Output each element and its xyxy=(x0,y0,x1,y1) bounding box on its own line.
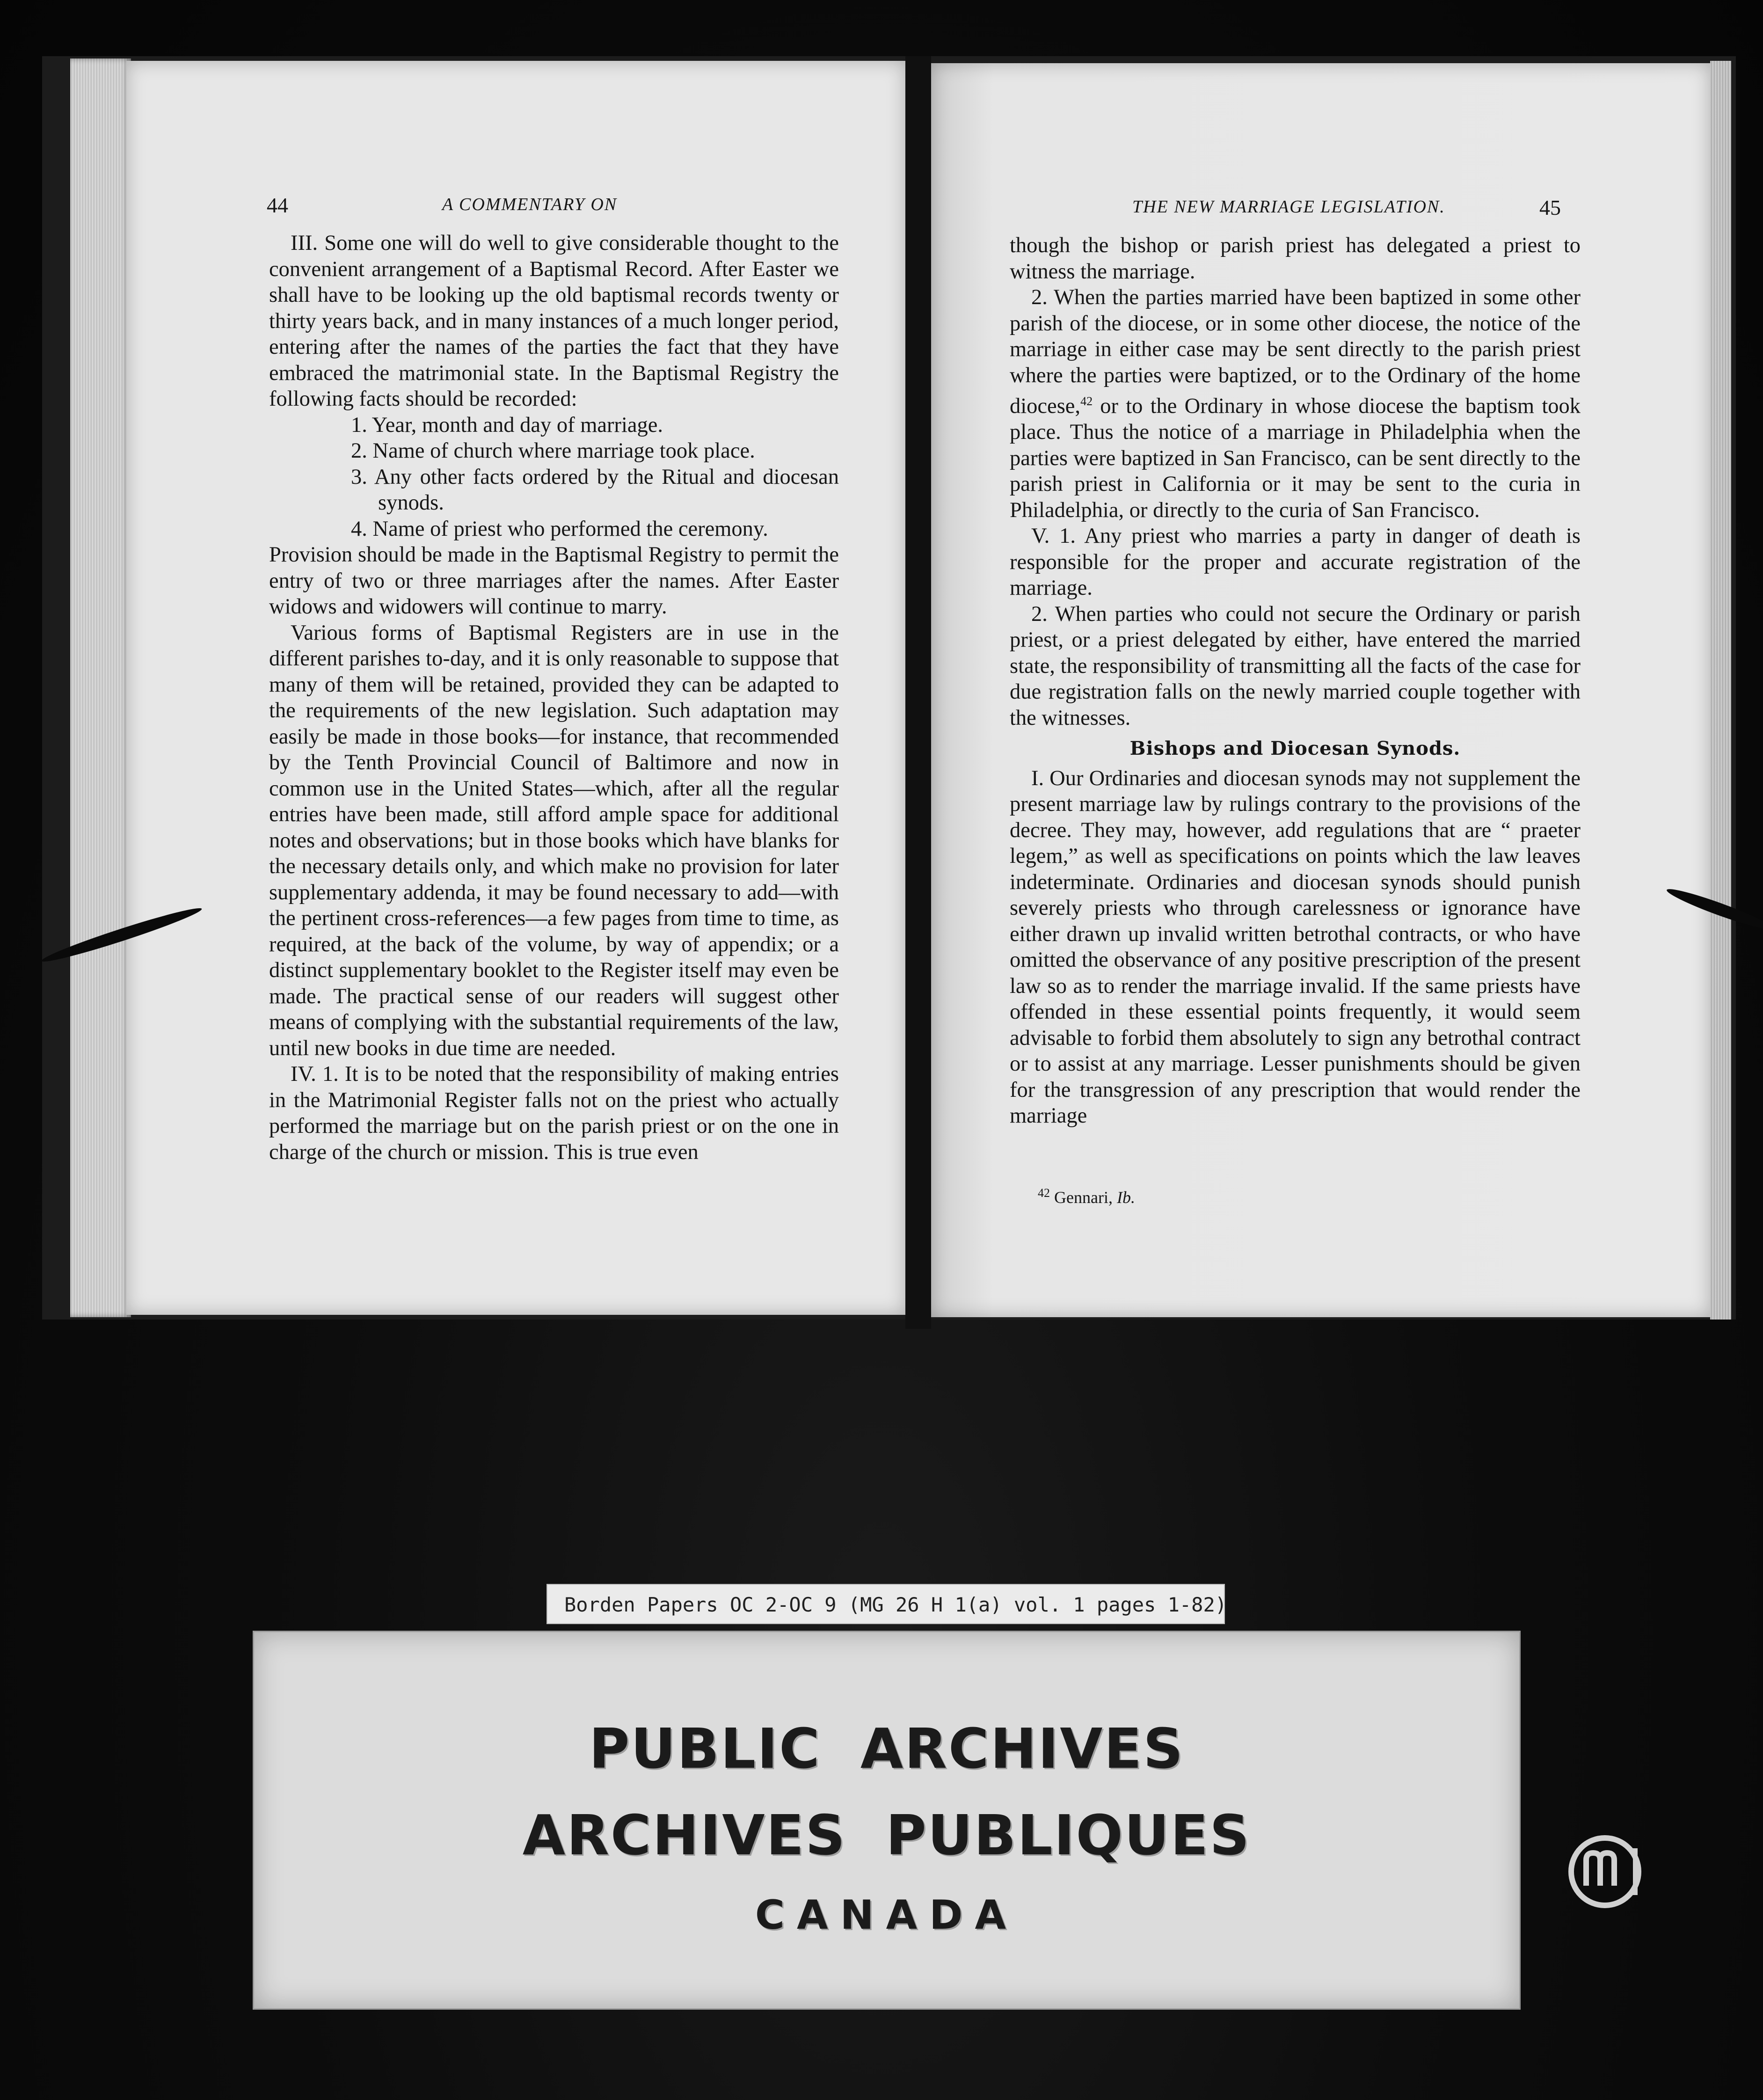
footnote-ibid: Ib. xyxy=(1116,1188,1135,1207)
paragraph: V. 1. Any priest who marries a party in danger of death is responsible for the proper and accurate registration of the marriage. xyxy=(1010,524,1581,600)
paragraph: though the bishop or parish priest has delegated a priest to witness the marriage. xyxy=(1010,233,1581,284)
paragraph-text: or to the Ordinary in whose diocese the baptism took place. Thus the notice of a marriage in Philadelphia when the parties were baptized in San Francisco, can be sent directly to the parish priest in California or it may be sent to the curia in Philadelphia, or directly to the curia of San Francisco. xyxy=(1010,394,1581,522)
footnote xyxy=(1038,1186,1135,1207)
microfilm-logo-icon xyxy=(1563,1830,1647,1914)
running-head: A COMMENTARY ON xyxy=(442,195,618,214)
paragraph: 2. When parties who could not secure the Ordinary or parish priest, or a priest delegated by either, have entered the married state, the responsibility of transmitting all the facts of the case for due registration falls on the newly married couple together with the witnesses. xyxy=(1010,602,1581,730)
paragraph: I. Our Ordinaries and diocesan synods may not supplement the present marriage law by rulings contrary to the provisions of the decree. They may, however, add regulations that are “ praeter legem,” as well as specifications on points which the law leaves indeterminate. Ordinaries and diocesan synods should punish severely priests who through carelessness or ignorance have either drawn up invalid written betrothal contracts, or who have omitted the observance of any positive prescription of the present law so as to render the marriage invalid. If the same priests have offended in these essential points frequently, it would seem advisable to forbid them absolutely to sign any betrothal contract or to assist at any marriage. Lesser punishments should be given for the transgression of any prescription that would render the marriage xyxy=(1010,766,1581,1128)
archive-card xyxy=(253,1631,1521,2010)
list-item: 4. Name of priest who performed the ceremony. xyxy=(351,517,768,541)
page-edges-right xyxy=(1710,61,1731,1320)
running-head: THE NEW MARRIAGE LEGISLATION. xyxy=(1132,197,1445,217)
paragraph xyxy=(1010,284,1581,523)
book-gutter xyxy=(905,56,931,1329)
section-heading: Bishops and Diocesan Synods. xyxy=(1129,737,1461,759)
paragraph-text: 2. When the parties married have been baptized in some other parish of the diocese, or in some other diocese, the notice of the marriage in either case may be sent directly to the parish priest where the parties were baptized, or to the Ordinary of the home diocese, xyxy=(1010,285,1581,418)
footnote-number: 42 xyxy=(1038,1186,1050,1200)
right-page xyxy=(931,63,1710,1317)
list-item: 3. Any other facts ordered by the Ritual and diocesan synods. xyxy=(351,465,839,515)
left-page xyxy=(126,61,905,1315)
paragraph: Provision should be made in the Baptismal Registry to permit the entry of two or three marriages after the names. After Easter widows and widowers will continue to marry. xyxy=(269,543,839,619)
reference-slip: Borden Papers OC 2-OC 9 (MG 26 H 1(a) vol. 1 pages 1-82) xyxy=(546,1584,1225,1624)
paragraph: Various forms of Baptismal Registers are in use in the different parishes to-day, and it is only reasonable to suppose that many of them will be retained, provided they can be adapted to the requirements of the new legislation. Such adaptation may easily be made in those books—for instance, that recommended by the Tenth Provincial Council of Baltimore and now in common use in the United States—which, after all the regular entries have been made, still afford ample space for additional notes and observations; but in those books which have blanks for the necessary details only, and which make no provision for later supplementary addenda, it may be found necessary to add—with the pertinent cross-references—a few pages from time to time, as required, at the back of the volume, by way of appendix; or a distinct supplementary booklet to the Register itself may even be made. The practical sense of our readers will suggest other means of complying with the substantial requirements of the law, until new books in due time are needed. xyxy=(269,620,839,1060)
facts-list xyxy=(269,412,839,542)
page-number: 45 xyxy=(1539,196,1561,219)
right-text-column xyxy=(1010,233,1581,1129)
footnote-ref: 42 xyxy=(1080,394,1093,408)
list-item: 1. Year, month and day of marriage. xyxy=(351,413,663,437)
archive-title-fr: ARCHIVES PUBLIQUES xyxy=(522,1803,1251,1867)
archive-country: CANADA xyxy=(755,1892,1019,1939)
page-number: 44 xyxy=(267,193,288,217)
paragraph: III. Some one will do well to give considerable thought to the convenient arrangement of a Baptismal Record. After Easter we shall have to be looking up the old baptismal records twenty or thirty years back, and in many instances of a much longer period, entering after the names of the parties the fact that they have embraced the matrimonial state. In the Baptismal Registry the following facts should be recorded: xyxy=(269,231,839,411)
archive-title-en: PUBLIC ARCHIVES xyxy=(589,1716,1185,1781)
page-edges-left xyxy=(70,58,131,1317)
list-item: 2. Name of church where marriage took place. xyxy=(351,439,755,463)
left-text-column xyxy=(269,230,839,1165)
paragraph: IV. 1. It is to be noted that the responsibility of making entries in the Matrimonial Register falls not on the priest who actually performed the marriage but on the parish priest or on the one in charge of the church or mission. This is true even xyxy=(269,1062,839,1164)
footnote-text: Gennari, xyxy=(1050,1188,1117,1207)
